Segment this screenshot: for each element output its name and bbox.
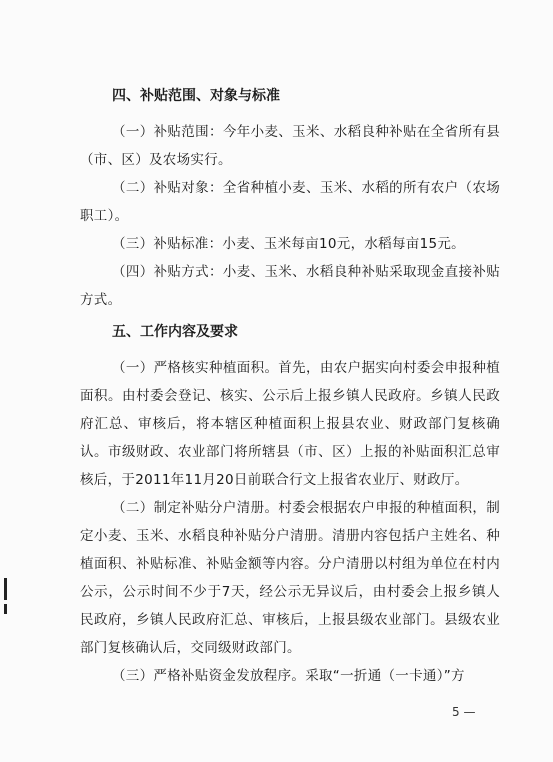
paragraph-subsidy-method: （四）补贴方式：小麦、玉米、水稻良种补贴采取现金直接补贴方式。 (80, 264, 500, 308)
scan-edge-mark (4, 604, 7, 614)
paragraph-household-register: （二）制定补贴分户清册。村委会根据农户申报的种植面积，制定小麦、玉米、水稻良种补贴分户清册。清册内容包括户主姓名、种植面积、补贴标准、补贴金额等内容。分户清册以村组为单位在村内公示，公示时间不少于7天，经公示无异议后，由村委会上报乡镇人民政府，乡镇人民政府汇总、审核后，上报县级农业部门。县级农业部门复核确认后，交同级财政部门。 (80, 500, 500, 656)
section-heading-4: 四、补贴范围、对象与标准 (112, 88, 280, 104)
document-body (80, 86, 500, 690)
paragraph-verify-area: （一）严格核实种植面积。首先，由农户据实向村委会申报种植面积。由村委会登记、核实、公示后上报乡镇人民政府。乡镇人民政府汇总、审核后，将本辖区种植面积上报县农业、财政部门复核确认。市级财政、农业部门将所辖县（市、区）上报的补贴面积汇总审核后，于2011年11月20日前联合行文上报省农业厅、财政厅。 (80, 360, 500, 488)
scan-edge-mark (4, 578, 7, 600)
paragraph-subsidy-scope: （一）补贴范围：今年小麦、玉米、水稻良种补贴在全省所有县（市、区）及农场实行。 (80, 124, 500, 168)
paragraph-subsidy-target: （二）补贴对象：全省种植小麦、玉米、水稻的所有农户（农场职工）。 (80, 180, 500, 224)
page-number: 5 — (452, 705, 476, 719)
paragraph-subsidy-standard: （三）补贴标准：小麦、玉米每亩10元，水稻每亩15元。 (112, 236, 465, 252)
section-heading-5: 五、工作内容及要求 (112, 324, 238, 340)
paragraph-fund-distribution: （三）严格补贴资金发放程序。采取“一折通（一卡通）”方 (112, 668, 465, 684)
